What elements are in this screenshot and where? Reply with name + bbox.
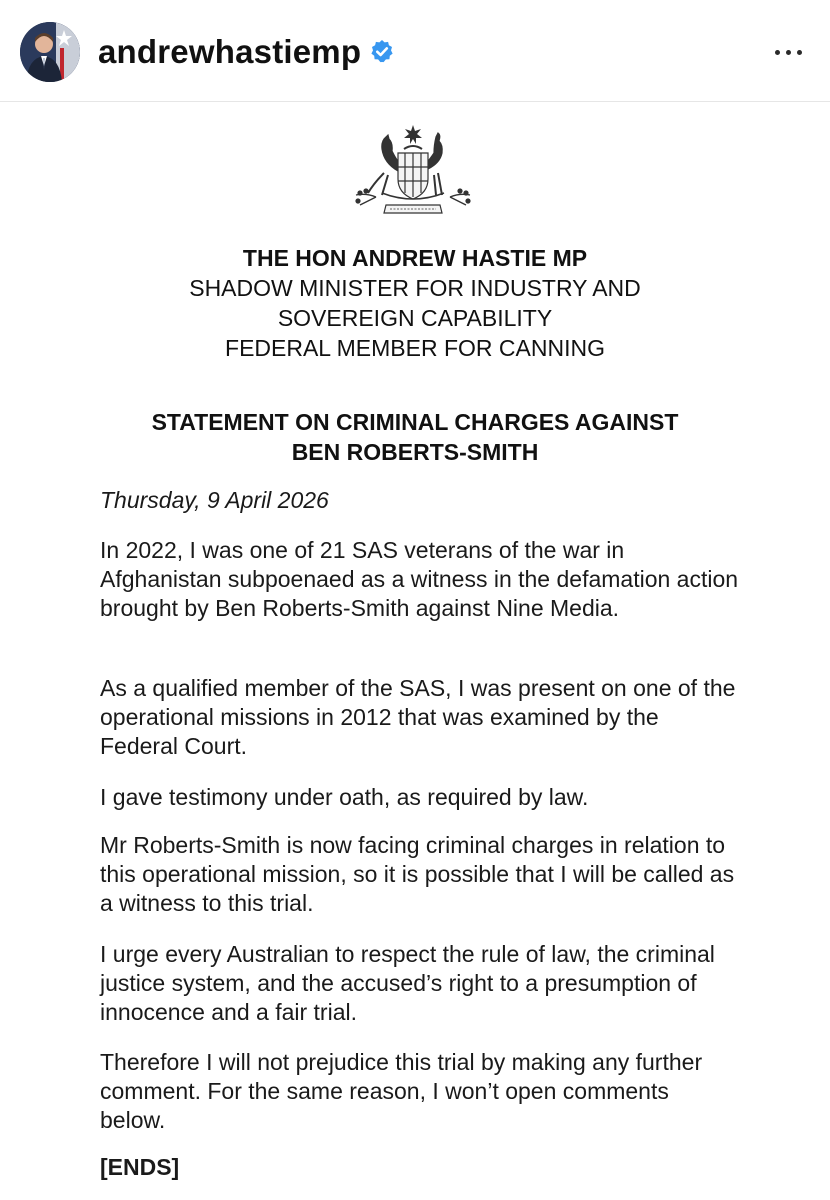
mp-name: THE HON ANDREW HASTIE MP (242, 245, 588, 271)
statement-date: Thursday, 9 April 2026 (100, 487, 329, 513)
username-row (98, 30, 395, 74)
mp-seat: FEDERAL MEMBER FOR CANNING (225, 335, 605, 361)
username[interactable]: andrewhastiemp (98, 33, 362, 70)
more-horizontal-icon (786, 50, 791, 55)
paragraph: I gave testimony under oath, as required by law. (100, 784, 589, 810)
verified-badge-icon (369, 39, 395, 65)
paragraph: Therefore I will not prejudice this trial by making any further comment. For the same reason, I won’t open comments below. (100, 1049, 703, 1133)
statement-title-line1: STATEMENT ON CRIMINAL CHARGES AGAINST (151, 409, 679, 435)
paragraph: In 2022, I was one of 21 SAS veterans of the war in Afghanistan subpoenaed as a witness in the defamation action brought by Ben Roberts-Smith against Nine Media. (100, 537, 739, 621)
mp-role-line2: SOVEREIGN CAPABILITY (277, 305, 553, 331)
more-options-button[interactable] (768, 40, 808, 64)
avatar[interactable] (20, 22, 80, 82)
statement-ends: [ENDS] (100, 1154, 180, 1180)
paragraph: As a qualified member of the SAS, I was present on one of the operational missions in 2012 that was examined by the Federal Court. (100, 675, 736, 759)
avatar-photo-icon (20, 22, 80, 82)
more-horizontal-icon (797, 50, 802, 55)
mp-role-line1: SHADOW MINISTER FOR INDUSTRY AND (189, 275, 641, 301)
more-horizontal-icon (775, 50, 780, 55)
post-header (0, 0, 830, 102)
paragraph: Mr Roberts-Smith is now facing criminal charges in relation to this operational mission, so it is possible that I will be called as a witness to this trial. (100, 832, 735, 916)
coat-of-arms-icon (346, 123, 480, 219)
paragraph: I urge every Australian to respect the rule of law, the criminal justice system, and the accused’s right to a presumption of innocence and a fair trial. (100, 941, 715, 1025)
statement-title-line2: BEN ROBERTS-SMITH (291, 439, 539, 465)
